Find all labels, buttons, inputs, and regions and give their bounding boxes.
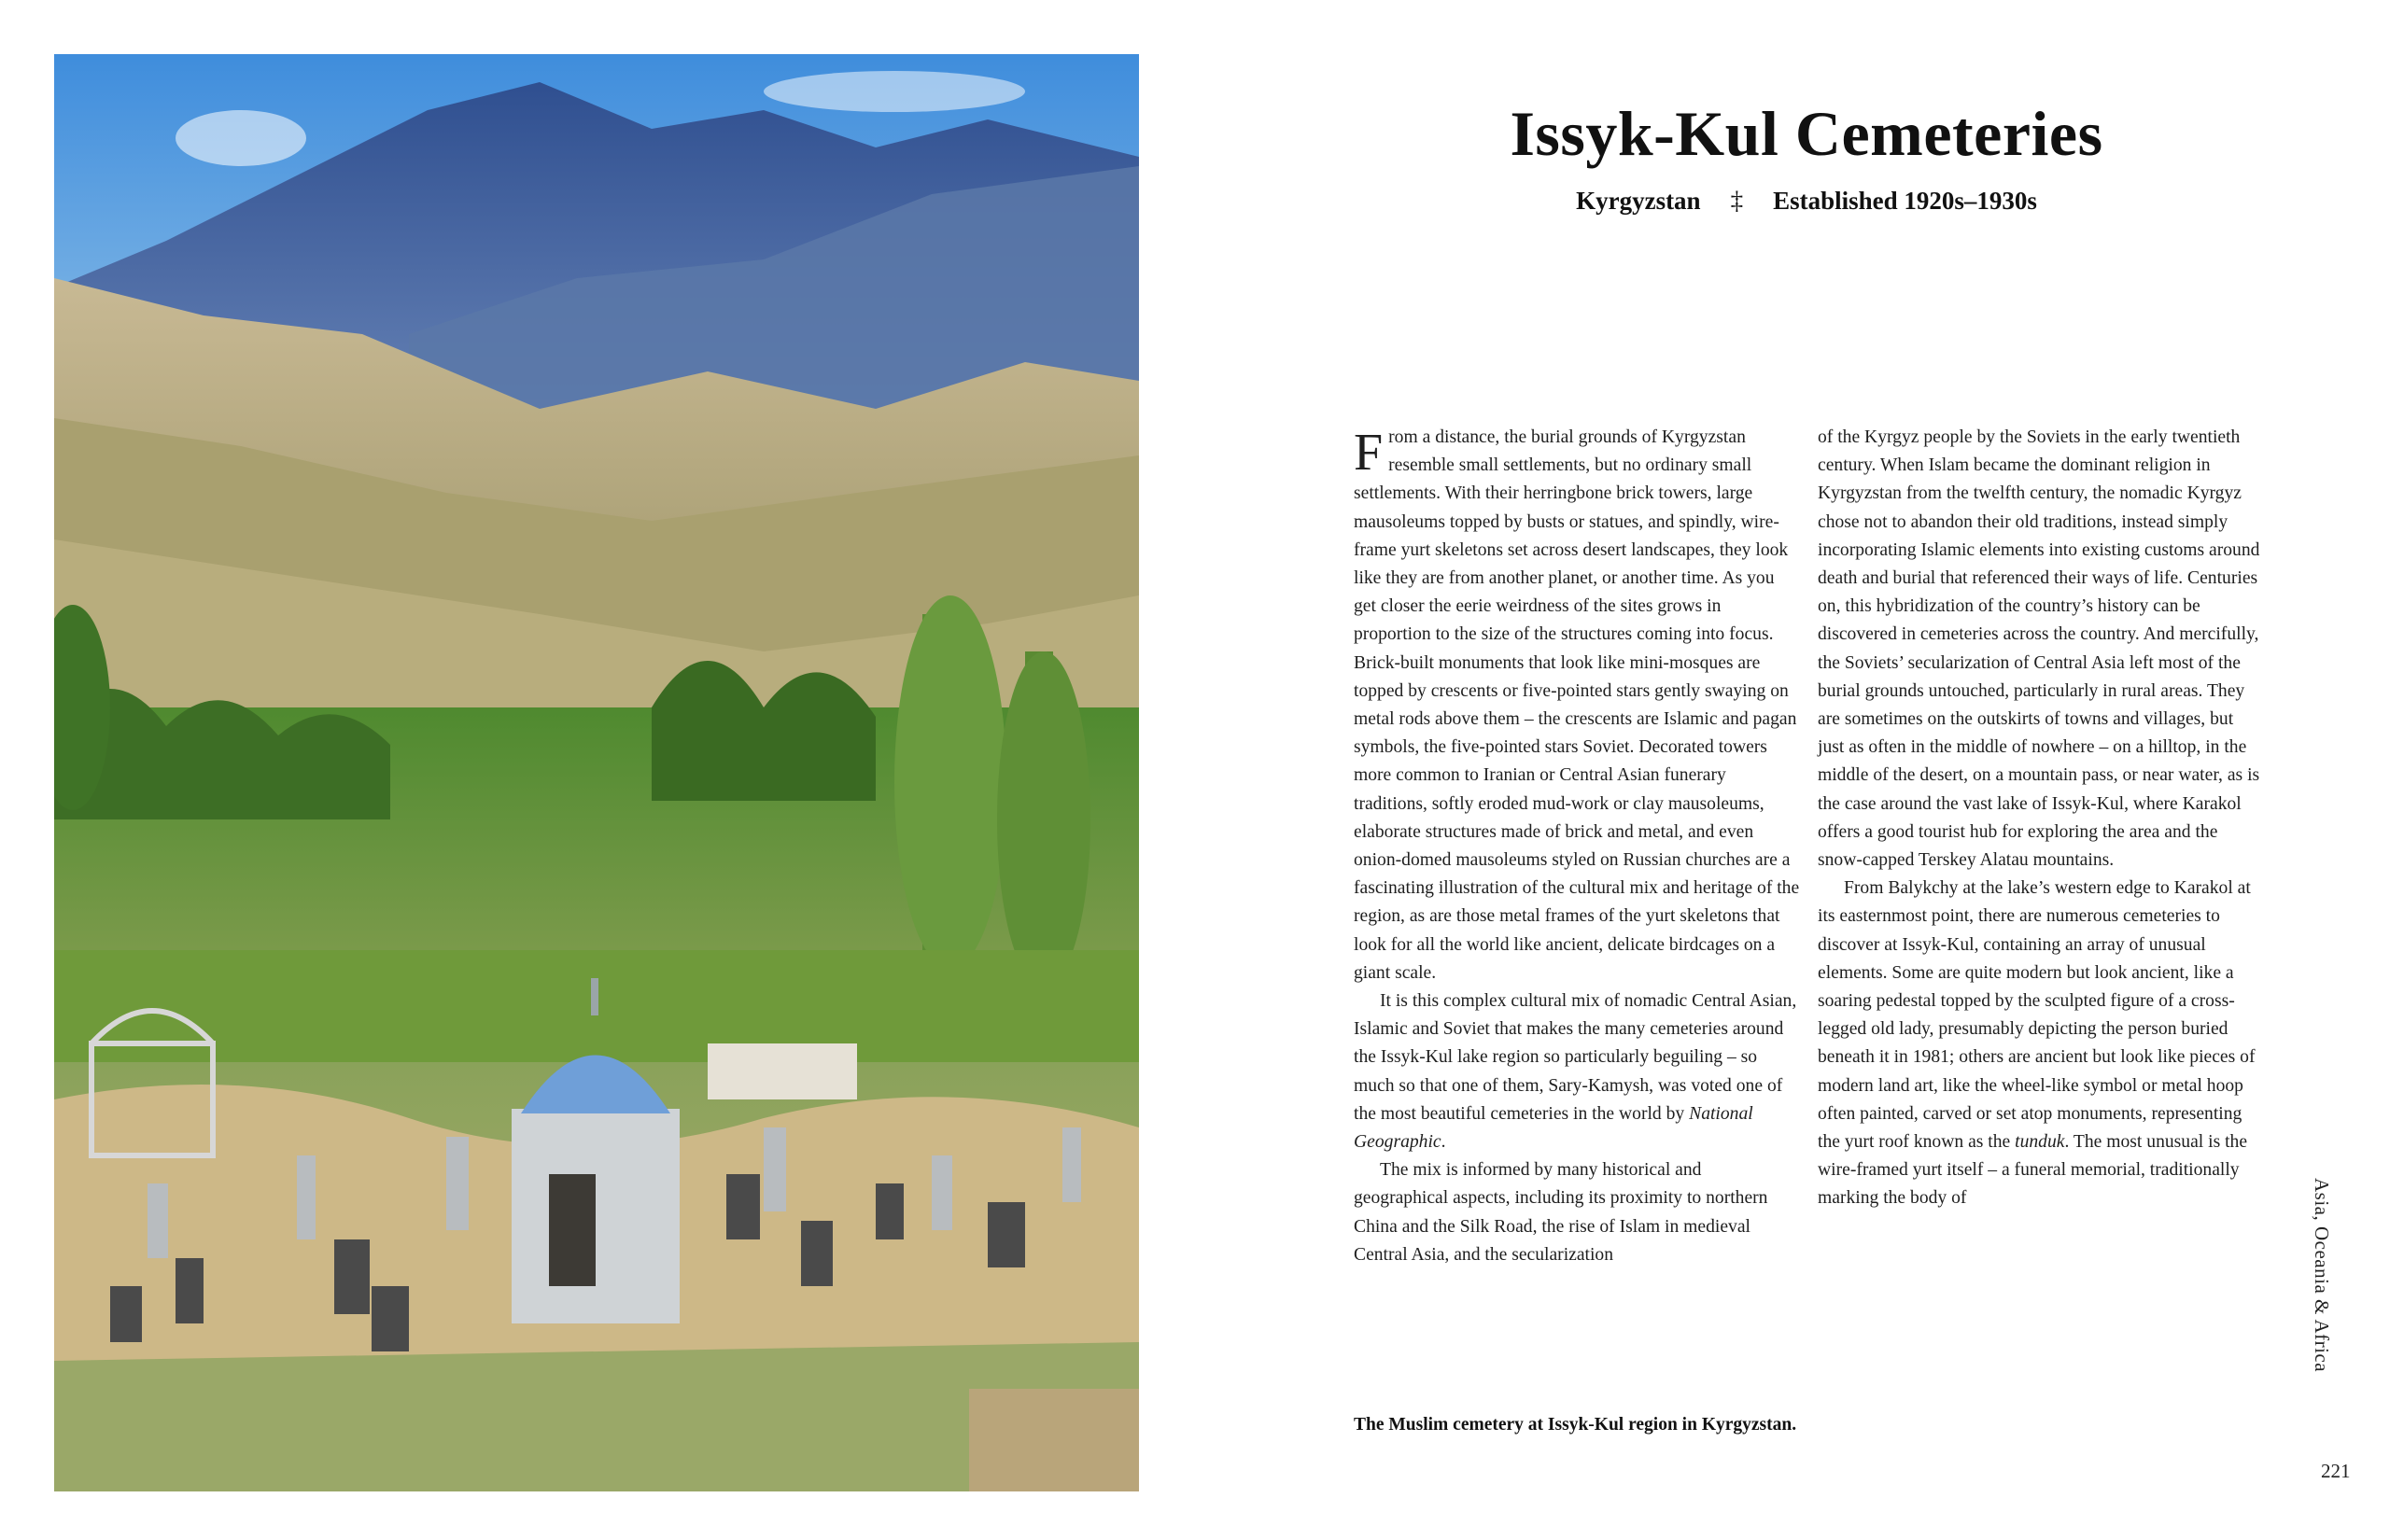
subtitle xyxy=(1242,187,2371,216)
drop-cap: F xyxy=(1354,424,1384,482)
page-title: Issyk-Kul Cemeteries xyxy=(1510,98,2103,169)
established-label: Established 1920s–1930s xyxy=(1773,187,2037,215)
paragraph-text: It is this complex cultural mix of nomadic Central Asian, Islamic and Soviet that makes the many cemeteries around the Issyk-Kul lake region so particularly beguiling – so much so that one of them, Sary-Kamysh, was voted one of the most beautiful cemeteries in the world by xyxy=(1354,991,1797,1124)
paragraph-text: of the Kyrgyz people by the Soviets in the early twentieth century. When Islam became the dominant religion in Kyrgyzstan from the twelfth century, the nomadic Kyrgyz chose not to abandon their old traditions, instead simply incorporating Islamic elements into existing customs around death and burial that referenced their ways of life. Centuries on, this hybridization of the country’s history can be discovered in cemeteries across the country. And mercifully, the Soviets’ secularization of Central Asia left most of the burial grounds untouched, particularly in rural areas. They are sometimes on the outskirts of towns and villages, but just as often in the middle of nowhere – on a hilltop, in the middle of the desert, on a mountain pass, or near water, as is the case around the vast lake of Issyk-Kul, where Karakol offers a good tourist hub for exploring the area and the snow-capped Terskey Alatau mountains. xyxy=(1818,427,2260,871)
location-label: Kyrgyzstan xyxy=(1576,187,1701,215)
paragraph-text: . xyxy=(1441,1132,1446,1153)
photo-caption: The Muslim cemetery at Issyk-Kul region in Kyrgyzstan. xyxy=(1354,1415,1797,1435)
paragraph-text: rom a distance, the burial grounds of Kyrgyzstan resemble small settlements, but no ordinary small settlements. With their herringbone brick towers, large mausoleums topped by busts or statues, and spindly, wire-frame yurt skeletons set across desert landscapes, they look like they are from another planet, or another time. As you get closer the eerie weirdness of the sites grows in proportion to the size of the structures coming into focus. Brick-built monuments that look like mini-mosques are topped by crescents or five-pointed stars gently swaying on metal rods above them – the crescents are Islamic and pagan symbols, the five-pointed stars Soviet. Decorated towers more common to Iranian or Central Asian funerary traditions, softly eroded mud-work or clay mausoleums, elaborate structures made of brick and metal, and even onion-domed mausoleums styled on Russian churches are a fascinating illustration of the cultural mix and heritage of the region, as are those metal frames of the yurt skeletons that look for all the world like ancient, delicate birdcages on a giant scale. xyxy=(1354,427,1800,983)
publication-name: National Geographic xyxy=(1354,1103,1753,1153)
paragraph-text: . The most unusual is the wire-framed yurt itself – a funeral memorial, traditionally marking the body of xyxy=(1818,1132,2248,1209)
article-column-2 xyxy=(1818,424,2264,1213)
paragraph xyxy=(1818,875,2264,1212)
italic-term: tunduk xyxy=(2015,1132,2065,1153)
paragraph xyxy=(1818,424,2264,875)
double-dagger-icon: ‡ xyxy=(1730,187,1744,215)
cemetery-landscape-illustration xyxy=(54,54,1139,1491)
page-number: 221 xyxy=(2321,1460,2351,1482)
article-column-1 xyxy=(1354,424,1800,1269)
paragraph xyxy=(1354,1156,1800,1269)
paragraph-text: The mix is informed by many historical and geographical aspects, including its proximity to northern China and the Silk Road, the rise of Islam in medieval Central Asia, and the secularization xyxy=(1354,1160,1768,1265)
cemetery-photo xyxy=(54,54,1139,1491)
paragraph-text: From Balykchy at the lake’s western edge to Karakol at its easternmost point, there are numerous cemeteries to discover at Issyk-Kul, containing an array of unusual elements. Some are quite modern but look ancient, like a soaring pedestal topped by the sculpted figure of a cross-legged old lady, presumably depicting the person buried beneath it in 1981; others are ancient but look like pieces of modern land art, like the wheel-like symbol or metal hoop often painted, carved or set atop monuments, representing the yurt roof known as the xyxy=(1818,878,2256,1153)
paragraph xyxy=(1354,987,1800,1156)
section-label: Asia, Oceania & Africa xyxy=(2311,1178,2333,1373)
paragraph xyxy=(1354,424,1800,987)
